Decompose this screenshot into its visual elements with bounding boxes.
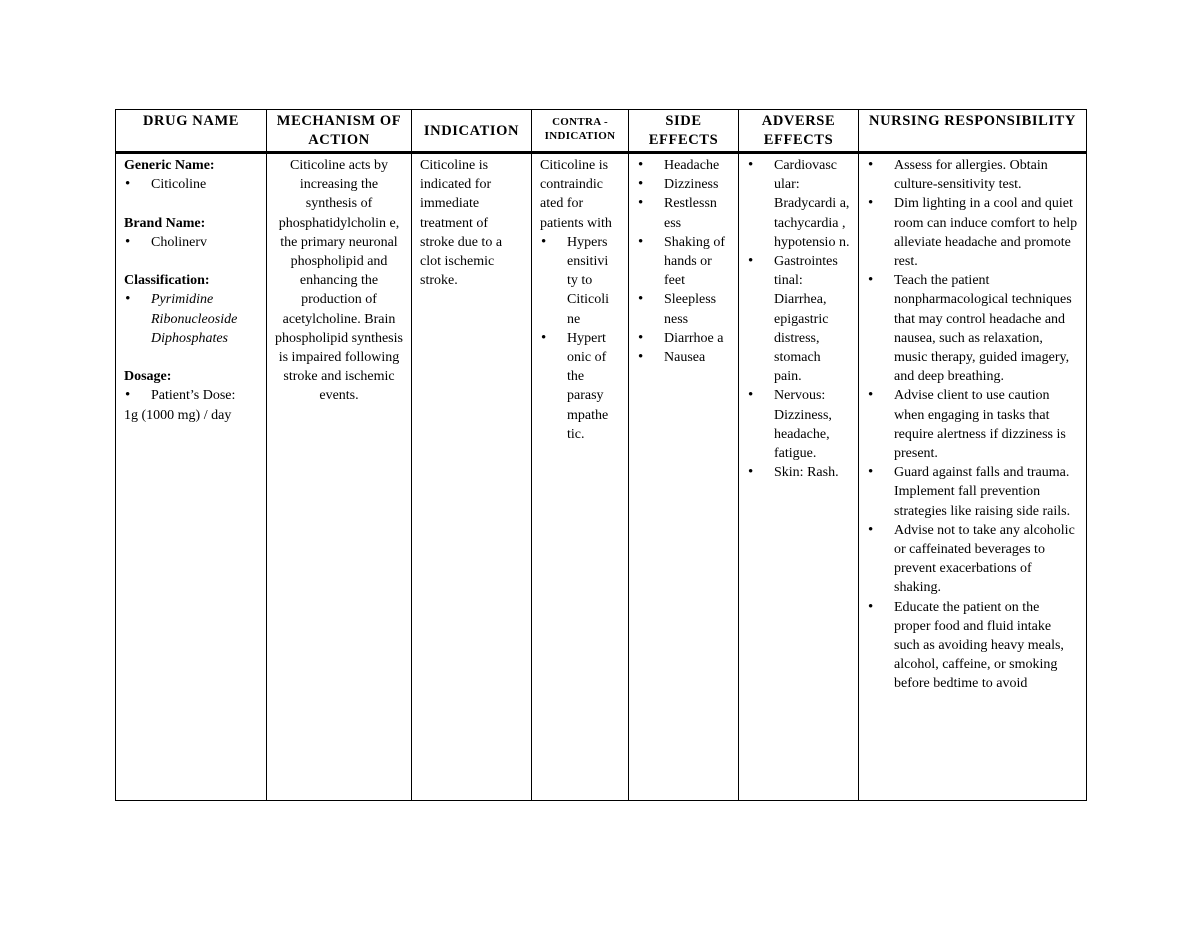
adverse-effect-item: • Cardiovasc ular: Bradycardi a, tachycardia , hypotensio n. <box>747 156 850 252</box>
header-side-effects: SIDE EFFECTS <box>629 110 739 153</box>
side-effect-item: • Nausea <box>637 348 730 367</box>
dosage-amount: 1g (1000 mg) / day <box>124 407 232 423</box>
contraindication-cell <box>532 153 629 801</box>
nursing-item: • Dim lighting in a cool and quiet room can induce comfort to help alleviate headache and promote rest. <box>867 194 1078 271</box>
drug-row <box>116 153 1087 801</box>
header-adverse-effects: ADVERSE EFFECTS <box>739 110 859 153</box>
side-effect-item: • Restlessn ess <box>637 194 730 232</box>
adverse-effect-item: • Skin: Rash. <box>747 463 850 482</box>
nursing-item: • Teach the patient nonpharmacological techniques that may control headache and nausea, such as relaxation, music therapy, guided imagery, and deep breathing. <box>867 271 1078 386</box>
header-mechanism: MECHANISM OF ACTION <box>267 110 412 153</box>
header-row <box>116 110 1087 153</box>
nursing-item: • Advise not to take any alcoholic or caffeinated beverages to prevent exacerbations of shaking. <box>867 521 1078 598</box>
adverse-effect-item: • Gastrointes tinal: Diarrhea, epigastric distress, stomach pain. <box>747 252 850 386</box>
nursing-item: • Guard against falls and trauma. Implement fall prevention strategies like raising side rails. <box>867 463 1078 521</box>
header-drug-name: DRUG NAME <box>116 110 267 153</box>
classification-value: • Pyrimidine Ribonucleoside Diphosphates <box>124 290 258 348</box>
dosage-value: • Patient’s Dose: <box>124 386 258 405</box>
side-effect-item: • Dizziness <box>637 175 730 194</box>
contraindication-intro: Citicoline is contraindic ated for patients with <box>540 158 612 231</box>
nursing-item: • Assess for allergies. Obtain culture-sensitivity test. <box>867 156 1078 194</box>
indication-cell: Citicoline is indicated for immediate treatment of stroke due to a clot ischemic stroke. <box>412 153 532 801</box>
side-effect-item: • Headache <box>637 156 730 175</box>
header-nursing-responsibility: NURSING RESPONSIBILITY <box>859 110 1087 153</box>
dosage-label: Dosage: <box>124 369 172 385</box>
side-effects-cell <box>629 153 739 801</box>
adverse-effect-item: • Nervous: Dizziness, headache, fatigue. <box>747 386 850 463</box>
mechanism-cell: Citicoline acts by increasing the synthesis of phosphatidylcholin e, the primary neuronal phospholipid and enhancing the production of acetylcholine. Brain phospholipid synthesis is impaired following stroke and ischemic events. <box>267 153 412 801</box>
nursing-item: • Educate the patient on the proper food and fluid intake such as avoiding heavy meals, alcohol, caffeine, or smoking before bedtime to avoid <box>867 598 1078 694</box>
drug-name-cell <box>116 153 267 801</box>
adverse-effects-cell <box>739 153 859 801</box>
classification-label: Classification: <box>124 273 210 289</box>
brand-name-label: Brand Name: <box>124 215 206 231</box>
contraindication-item: • Hypert onic of the parasy mpathe tic. <box>540 329 620 444</box>
generic-name-label: Generic Name: <box>124 158 215 173</box>
header-indication: INDICATION <box>412 110 532 153</box>
side-effect-item: • Shaking of hands or feet <box>637 233 730 291</box>
brand-name-value: • Cholinerv <box>124 233 258 252</box>
generic-name-value: • Citicoline <box>124 175 258 194</box>
side-effect-item: • Diarrhoe a <box>637 329 730 348</box>
nursing-item: • Advise client to use caution when engaging in tasks that require alertness if dizziness is present. <box>867 386 1078 463</box>
header-contraindication: CONTRA -INDICATION <box>532 110 629 153</box>
drug-study-sheet <box>115 109 1086 801</box>
nursing-responsibility-cell <box>859 153 1087 801</box>
contraindication-item: • Hypers ensitivi ty to Citicoli ne <box>540 233 620 329</box>
side-effect-item: • Sleepless ness <box>637 290 730 328</box>
drug-study-table <box>115 109 1087 801</box>
